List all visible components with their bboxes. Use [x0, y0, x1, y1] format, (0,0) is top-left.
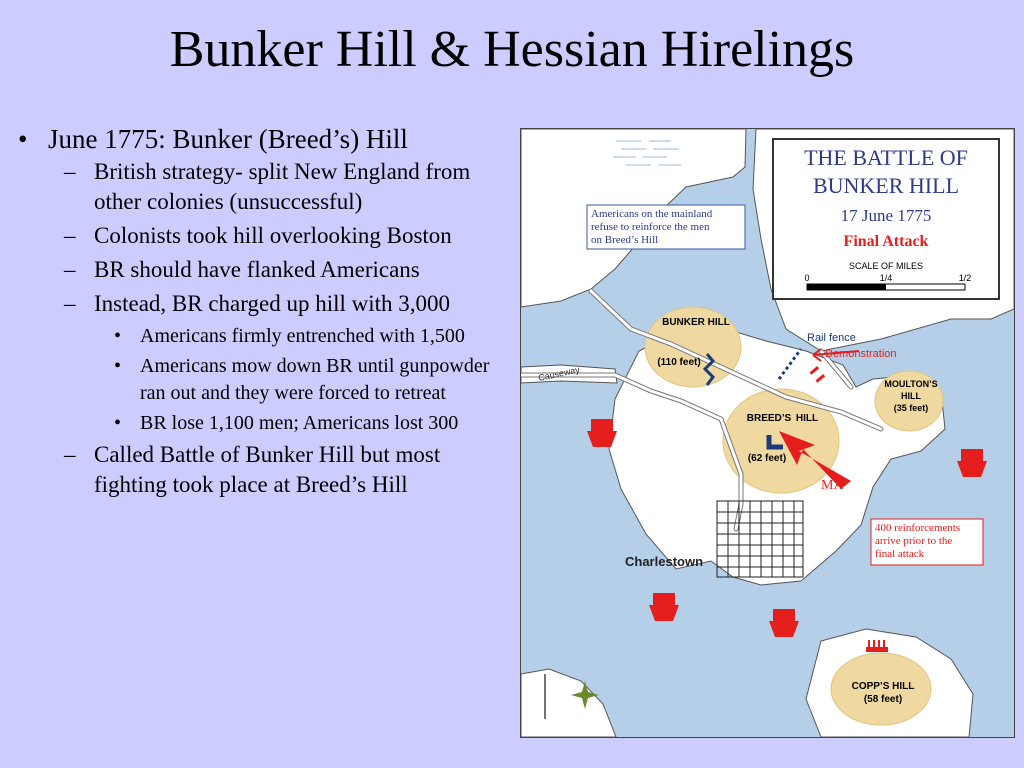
breeds-hill-label: BREED’S — [746, 413, 792, 424]
bullet-marker: • — [18, 124, 28, 154]
sub-bullet-item — [64, 221, 514, 251]
rail-fence-label: Rail fence — [807, 332, 856, 344]
mainland-note-line: Americans on the mainland — [591, 208, 713, 220]
copps-hill-label: COPP’S HILL — [851, 681, 915, 692]
dash-marker: – — [64, 159, 76, 184]
scale-bar — [807, 284, 965, 290]
mainland-note-line: refuse to reinforce the men — [591, 221, 710, 233]
scale-tick-label: 1/2 — [958, 273, 972, 283]
subsub-bullet-item — [114, 323, 514, 350]
sub-bullet-item — [64, 157, 514, 217]
reinforce-note-line: arrive prior to the — [875, 535, 953, 547]
dash-marker: – — [64, 223, 76, 248]
map-title-line2: BUNKER HILL — [812, 173, 960, 198]
map-subtitle: Final Attack — [843, 233, 929, 250]
breeds-hill-label-2: HILL — [795, 413, 819, 424]
charlestown-label: Charlestown — [625, 554, 704, 569]
bullet-text: June 1775: Bunker (Breed’s) Hill — [48, 124, 408, 154]
dash-marker: – — [64, 291, 76, 316]
moultons-hill-height: (35 feet) — [893, 403, 929, 413]
scale-tick-label: 0 — [804, 273, 810, 283]
demonstration-label: Demonstration — [825, 348, 897, 360]
bullet-list — [18, 124, 514, 504]
lower-left-shore — [521, 669, 616, 737]
subsub-bullet-item — [114, 353, 514, 407]
subsub-bullet-text: BR lose 1,100 men; Americans lost 300 — [140, 412, 459, 434]
ma-label: MA — [821, 478, 844, 493]
ship-icon — [649, 593, 679, 621]
sub-bullet-text: British strategy- split New England from other colonies (unsuccessful) — [94, 159, 471, 214]
bullet-marker: • — [114, 355, 122, 377]
sub-bullet-text: BR should have flanked Americans — [94, 257, 420, 282]
sub-bullet-text: Instead, BR charged up hill with 3,000 — [94, 291, 451, 316]
bullet-marker: • — [114, 412, 122, 434]
sub-bullet-item — [64, 440, 514, 500]
scale-label: SCALE OF MILES — [848, 261, 924, 271]
moultons-hill-label-2: HILL — [901, 391, 921, 401]
map-title-line1: THE BATTLE OF — [804, 145, 968, 170]
sub-bullet-text: Called Battle of Bunker Hill but most fighting took place at Breed’s Hill — [94, 442, 441, 497]
bunker-hill-label: BUNKER HILL — [662, 317, 730, 328]
moultons-hill-label: MOULTON’S — [884, 379, 938, 389]
subsub-bullet-text: Americans mow down BR until gunpowder ran out and they were forced to retreat — [140, 355, 490, 404]
bullet-item — [18, 124, 514, 155]
battle-map — [520, 128, 1015, 738]
mainland-note-line: on Breed’s Hill — [591, 234, 659, 246]
breeds-hill-height: (62 feet) — [747, 453, 787, 464]
sub-bullet-item — [64, 255, 514, 285]
sub-bullet-text: Colonists took hill overlooking Boston — [94, 223, 452, 248]
dash-marker: – — [64, 257, 76, 282]
dash-marker: – — [64, 442, 76, 467]
bullet-marker: • — [114, 325, 122, 347]
reinforce-note-line: final attack — [875, 548, 925, 560]
copps-hill-height: (58 feet) — [863, 694, 903, 705]
reinforce-note-line: 400 reinforcements — [875, 522, 961, 534]
sub-bullet-item — [64, 289, 514, 319]
map-date: 17 June 1775 — [840, 206, 932, 225]
subsub-bullet-text: Americans firmly entrenched with 1,500 — [140, 325, 465, 347]
slide-title: Bunker Hill & Hessian Hirelings — [169, 21, 855, 78]
subsub-bullet-item — [114, 410, 514, 437]
ship-icon — [769, 609, 799, 637]
ship-icon — [587, 419, 617, 447]
causeway-label: Causeway — [537, 364, 581, 383]
bunker-hill-height: (110 feet) — [657, 357, 701, 368]
ship-icon — [957, 449, 987, 477]
scale-tick-label: 1/4 — [879, 273, 893, 283]
